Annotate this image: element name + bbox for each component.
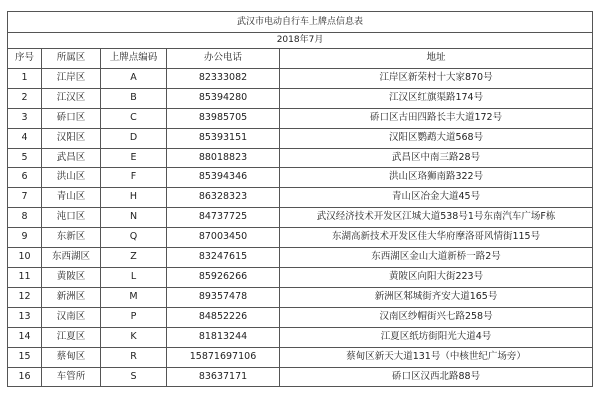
cell-no: 13	[8, 307, 42, 327]
cell-code: E	[101, 148, 167, 168]
cell-phone: 83247615	[167, 248, 280, 268]
cell-address: 硚口区古田四路长丰大道172号	[280, 108, 593, 128]
cell-code: R	[101, 347, 167, 367]
cell-phone: 15871697106	[167, 347, 280, 367]
table-row	[8, 267, 593, 287]
cell-address: 江汉区红旗渠路174号	[280, 88, 593, 108]
cell-code: A	[101, 68, 167, 88]
cell-address: 武汉经济技术开发区江城大道538号1号东南汽车广场F栋	[280, 208, 593, 228]
cell-district: 江岸区	[42, 68, 101, 88]
cell-address: 江岸区新荣村十大家870号	[280, 68, 593, 88]
table-row	[8, 148, 593, 168]
table-row	[8, 168, 593, 188]
table-row	[8, 327, 593, 347]
cell-no: 12	[8, 287, 42, 307]
cell-phone: 85926266	[167, 267, 280, 287]
table-row	[8, 188, 593, 208]
table-row	[8, 68, 593, 88]
cell-address: 汉阳区鹦鹉大道568号	[280, 128, 593, 148]
cell-code: C	[101, 108, 167, 128]
table-body	[8, 68, 593, 387]
cell-no: 2	[8, 88, 42, 108]
table-title: 武汉市电动自行车上牌点信息表	[8, 12, 593, 33]
cell-code: B	[101, 88, 167, 108]
cell-no: 7	[8, 188, 42, 208]
cell-no: 1	[8, 68, 42, 88]
cell-no: 11	[8, 267, 42, 287]
column-header-address: 地址	[280, 49, 593, 69]
table-date: 2018年7月	[8, 33, 593, 49]
cell-address: 汉南区纱帽街兴七路258号	[280, 307, 593, 327]
cell-address: 黄陂区向阳大街223号	[280, 267, 593, 287]
cell-phone: 85394280	[167, 88, 280, 108]
cell-phone: 87003450	[167, 228, 280, 248]
cell-phone: 84737725	[167, 208, 280, 228]
info-table-sheet	[7, 11, 592, 387]
column-header-code: 上牌点编码	[101, 49, 167, 69]
cell-no: 15	[8, 347, 42, 367]
cell-phone: 84852226	[167, 307, 280, 327]
cell-district: 沌口区	[42, 208, 101, 228]
cell-code: L	[101, 267, 167, 287]
cell-phone: 85394346	[167, 168, 280, 188]
column-header-row	[8, 49, 593, 69]
cell-district: 武昌区	[42, 148, 101, 168]
table-row	[8, 88, 593, 108]
cell-no: 6	[8, 168, 42, 188]
cell-district: 蔡甸区	[42, 347, 101, 367]
cell-district: 硚口区	[42, 108, 101, 128]
cell-address: 武昌区中南三路28号	[280, 148, 593, 168]
cell-district: 江汉区	[42, 88, 101, 108]
cell-code: Z	[101, 248, 167, 268]
cell-no: 3	[8, 108, 42, 128]
cell-phone: 83985705	[167, 108, 280, 128]
cell-no: 9	[8, 228, 42, 248]
cell-district: 江夏区	[42, 327, 101, 347]
cell-no: 10	[8, 248, 42, 268]
cell-code: S	[101, 367, 167, 387]
column-header-phone: 办公电话	[167, 49, 280, 69]
cell-district: 新洲区	[42, 287, 101, 307]
cell-code: H	[101, 188, 167, 208]
table-row	[8, 108, 593, 128]
cell-address: 蔡甸区新天大道131号（中核世纪广场旁）	[280, 347, 593, 367]
table-row	[8, 307, 593, 327]
cell-no: 8	[8, 208, 42, 228]
cell-phone: 82333082	[167, 68, 280, 88]
cell-code: M	[101, 287, 167, 307]
cell-address: 东西湖区金山大道新桥一路2号	[280, 248, 593, 268]
cell-address: 新洲区邾城街齐安大道165号	[280, 287, 593, 307]
table-row	[8, 228, 593, 248]
table-row	[8, 128, 593, 148]
table-date-row	[8, 33, 593, 49]
info-table	[7, 11, 593, 387]
cell-no: 5	[8, 148, 42, 168]
cell-address: 洪山区珞狮南路322号	[280, 168, 593, 188]
cell-code: F	[101, 168, 167, 188]
table-row	[8, 367, 593, 387]
table-row	[8, 208, 593, 228]
column-header-no: 序号	[8, 49, 42, 69]
table-row	[8, 287, 593, 307]
cell-district: 青山区	[42, 188, 101, 208]
cell-code: Q	[101, 228, 167, 248]
column-header-district: 所属区	[42, 49, 101, 69]
cell-no: 14	[8, 327, 42, 347]
cell-code: N	[101, 208, 167, 228]
cell-district: 汉南区	[42, 307, 101, 327]
cell-code: K	[101, 327, 167, 347]
cell-phone: 81813244	[167, 327, 280, 347]
cell-phone: 89357478	[167, 287, 280, 307]
cell-address: 东湖高新技术开发区佳大华府摩洛哥风情街115号	[280, 228, 593, 248]
table-title-row	[8, 12, 593, 33]
cell-district: 黄陂区	[42, 267, 101, 287]
cell-address: 硚口区汉西北路88号	[280, 367, 593, 387]
table-row	[8, 248, 593, 268]
cell-phone: 83637171	[167, 367, 280, 387]
cell-phone: 85393151	[167, 128, 280, 148]
cell-code: D	[101, 128, 167, 148]
cell-phone: 86328323	[167, 188, 280, 208]
cell-phone: 88018823	[167, 148, 280, 168]
cell-no: 4	[8, 128, 42, 148]
cell-district: 东新区	[42, 228, 101, 248]
cell-code: P	[101, 307, 167, 327]
cell-no: 16	[8, 367, 42, 387]
cell-district: 东西湖区	[42, 248, 101, 268]
cell-address: 江夏区纸坊街阳光大道4号	[280, 327, 593, 347]
cell-district: 车管所	[42, 367, 101, 387]
cell-address: 青山区冶金大道45号	[280, 188, 593, 208]
table-row	[8, 347, 593, 367]
cell-district: 洪山区	[42, 168, 101, 188]
cell-district: 汉阳区	[42, 128, 101, 148]
